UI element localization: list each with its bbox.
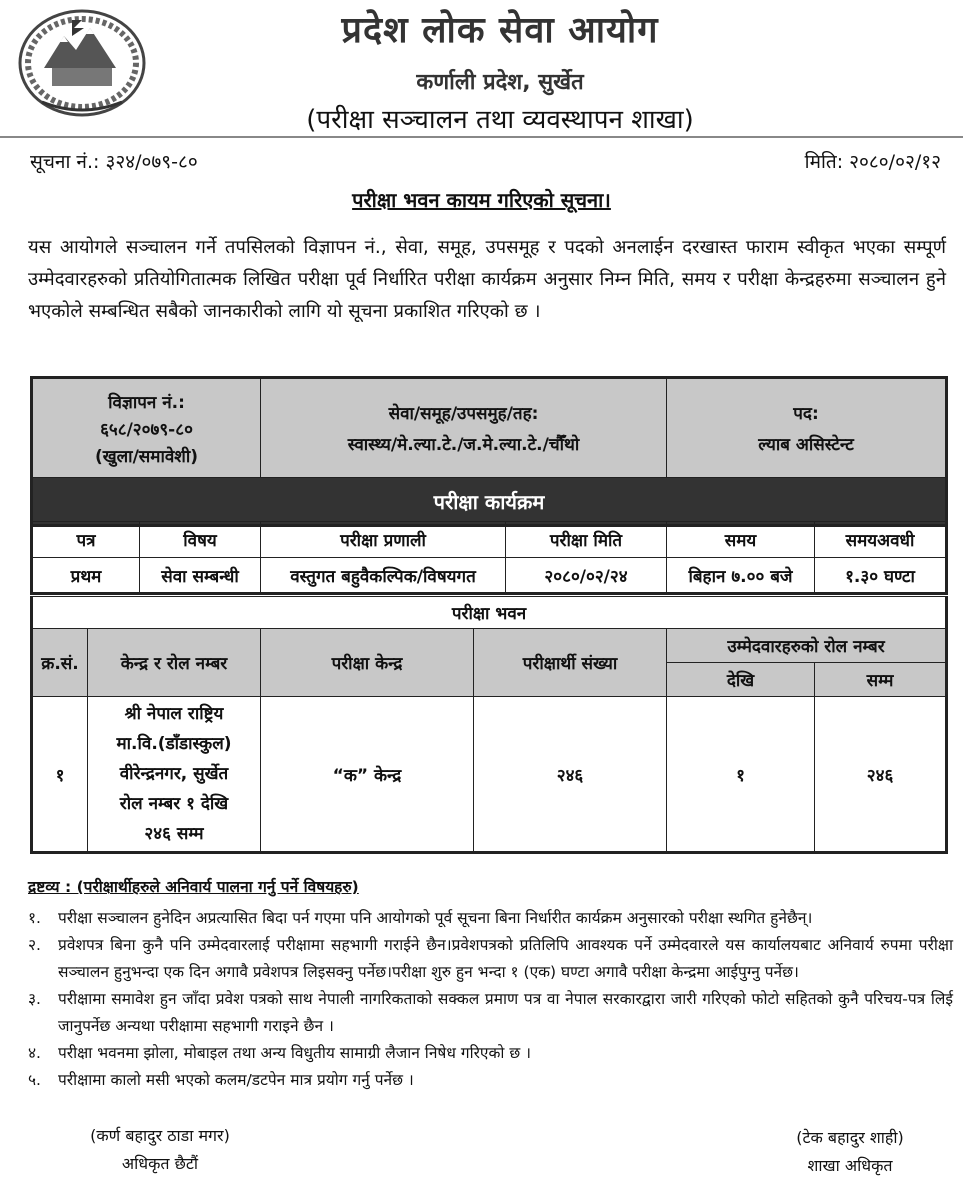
venue-header-row (32, 629, 947, 663)
header-subject: विषय (140, 522, 261, 558)
venue-count: २४६ (474, 697, 667, 853)
exam-table (30, 376, 948, 527)
note-item (28, 932, 953, 986)
post-cell (667, 378, 947, 478)
ad-label: विज्ञापन नं.: (108, 392, 185, 413)
commission-title: प्रदेश लोक सेवा आयोग (341, 10, 659, 51)
school-line: २४६ सम्म (144, 824, 204, 844)
schedule-title: परीक्षा कार्यक्रम (32, 478, 947, 526)
notice-date: मिति: २०८०/०२/१२ (804, 151, 941, 173)
venue-row (32, 697, 947, 853)
note-text: प्रवेशपत्र बिना कुनै पनि उम्मेदवारलाई परीक्षामा सहभागी गराईने छैन।प्रवेशपत्रको प्रतिलिपि आवश्यक पर्ने उम्मेदवारले यस कार्यालयबाट अनिवार्य रुपमा परीक्षा सञ्चालन हुनुभन्दा एक दिन अगावै प्रवेशपत्र लिइसक्नु पर्नेछ।परीक्षा शुरु हुन भन्दा १ (एक) घण्टा अगावै परीक्षा केन्द्रमा आईपुग्नु पर्नेछ। (58, 936, 953, 981)
venue-sn: १ (32, 697, 88, 853)
signatory-name: (टेक बहादुर शाही) (796, 1128, 904, 1147)
cell-paper: प्रथम (32, 558, 140, 594)
cell-time: बिहान ७.०० बजे (667, 558, 815, 594)
schedule-title-row (32, 478, 947, 526)
note-text: परीक्षामा कालो मसी भएको कलम/डटपेन मात्र प्रयोग गर्नु पर्नेछ । (58, 1071, 414, 1089)
note-number: २. (28, 936, 41, 954)
venue-school (88, 697, 261, 853)
signatory-title: अधिकृत छैटौं (121, 1154, 199, 1173)
letterhead (0, 0, 963, 136)
signature-right (770, 1124, 930, 1180)
venue-title-row (32, 597, 947, 629)
note-text: परीक्षा भवनमा झोला, मोबाइल तथा अन्य विधुतीय सामाग्री लैजान निषेध गरिएको छ । (58, 1044, 532, 1062)
notice-title (0, 186, 963, 213)
header-system: परीक्षा प्रणाली (261, 522, 506, 558)
note-number: ५. (28, 1071, 41, 1089)
school-line: वीरेन्द्रनगर, सुर्खेत (119, 764, 229, 784)
school-line: मा.वि.(डाँडास्कुल) (116, 734, 232, 754)
schedule-table (30, 521, 948, 595)
schedule-header-row (32, 522, 947, 558)
ad-number: ६५८/२०७९-८० (100, 419, 193, 440)
service-label: सेवा/समूह/उपसमुह/तह: (388, 404, 539, 424)
note-text: परीक्षा सञ्चालन हुनेदिन अप्रत्यासित बिदा पर्न गएमा पनि आयोगको पूर्व सूचना बिना निर्धारीत कार्यक्रम अनुसारको परीक्षा स्थगित हुनेछैन्। (58, 909, 813, 927)
venue-centre: “क” केन्द्र (261, 697, 474, 853)
venue-header-sn: क्र.सं. (32, 629, 88, 697)
venue-from: १ (667, 697, 815, 853)
venue-header-from: देखि (667, 663, 815, 697)
notes-section (28, 874, 953, 1094)
province-subtitle: कर्णाली प्रदेश, सुर्खेत (416, 70, 584, 95)
note-item (28, 986, 953, 1040)
notice-title-text: परीक्षा भवन कायम गरिएको सूचना। (352, 188, 611, 212)
school-line: रोल नम्बर १ देखि (119, 794, 229, 814)
ad-info-row (32, 378, 947, 478)
venue-title: परीक्षा भवन (32, 597, 947, 629)
note-number: ४. (28, 1044, 41, 1062)
header-divider (0, 136, 963, 138)
venue-header-to: सम्म (815, 663, 947, 697)
notice-number: सूचना नं.: ३२४/०७९-८० (30, 151, 198, 173)
venue-header-centre-roll: केन्द्र र रोल नम्बर (88, 629, 261, 697)
service-value: स्वास्थ्य/मे.ल्या.टे./ज.मे.ल्या.टे./चौँथो (347, 435, 580, 455)
cell-duration: १.३० घण्टा (815, 558, 947, 594)
venue-header-roll: उम्मेदवारहरुको रोल नम्बर (667, 629, 947, 663)
note-text: परीक्षामा समावेश हुन जाँदा प्रवेश पत्रको साथ नेपाली नागरिकताको सक्कल प्रमाण पत्र वा नेपाल सरकारद्वारा जारी गरिएको फोटो सहितको कुनै परिचय-पत्र लिई जानुपर्नेछ अन्यथा परीक्षामा सहभागी गराइने छैन । (58, 990, 953, 1035)
schedule-row (32, 558, 947, 594)
header-duration: समयअवधी (815, 522, 947, 558)
government-emblem-icon (12, 6, 152, 120)
header-date: परीक्षा मिति (506, 522, 667, 558)
cell-subject: सेवा सम्बन्धी (140, 558, 261, 594)
school-line: श्री नेपाल राष्ट्रिय (124, 704, 224, 724)
intro-paragraph: यस आयोगले सञ्चालन गर्ने तपसिलको विज्ञापन नं., सेवा, समूह, उपसमूह र पदको अनलाईन दरखास्त फाराम स्वीकृत भएका सम्पूर्ण उम्मेदवारहरुको प्रतियोगितात्मक लिखित परीक्षा पूर्व निर्धारित परीक्षा कार्यक्रम अनुसार निम्न मिति, समय र परीक्षा केन्द्रहरुमा सञ्चालन हुने भएकोले सम्बन्धित सबैको जानकारीको लागि यो सूचना प्रकाशित गरिएको छ । (28, 237, 947, 322)
venue-table (30, 596, 948, 854)
note-number: ३. (28, 990, 41, 1008)
venue-header-count: परीक्षार्थी संख्या (474, 629, 667, 697)
note-number: १. (28, 909, 41, 927)
post-value: ल्याब असिस्टेन्ट (758, 435, 854, 455)
note-item (28, 1067, 953, 1094)
venue-to: २४६ (815, 697, 947, 853)
signature-left (80, 1122, 240, 1178)
note-item (28, 905, 953, 932)
header-time: समय (667, 522, 815, 558)
branch-title: (परीक्षा सञ्चालन तथा व्यवस्थापन शाखा) (306, 105, 694, 135)
venue-header-centre: परीक्षा केन्द्र (261, 629, 474, 697)
service-cell (261, 378, 667, 478)
cell-system: वस्तुगत बहुवैकल्पिक/विषयगत (261, 558, 506, 594)
notes-heading: द्रष्टव्य : (परीक्षार्थीहरुले अनिवार्य पालना गर्नु पर्ने विषयहरु) (28, 878, 359, 896)
ad-cell (32, 378, 261, 478)
post-label: पद: (793, 404, 819, 424)
cell-date: २०८०/०२/२४ (506, 558, 667, 594)
note-item (28, 1040, 953, 1067)
signatory-title: शाखा अधिकृत (807, 1156, 893, 1175)
signatory-name: (कर्ण बहादुर ठाडा मगर) (90, 1126, 230, 1145)
ad-type: (खुला/समावेशी) (94, 446, 199, 467)
header-paper: पत्र (32, 522, 140, 558)
